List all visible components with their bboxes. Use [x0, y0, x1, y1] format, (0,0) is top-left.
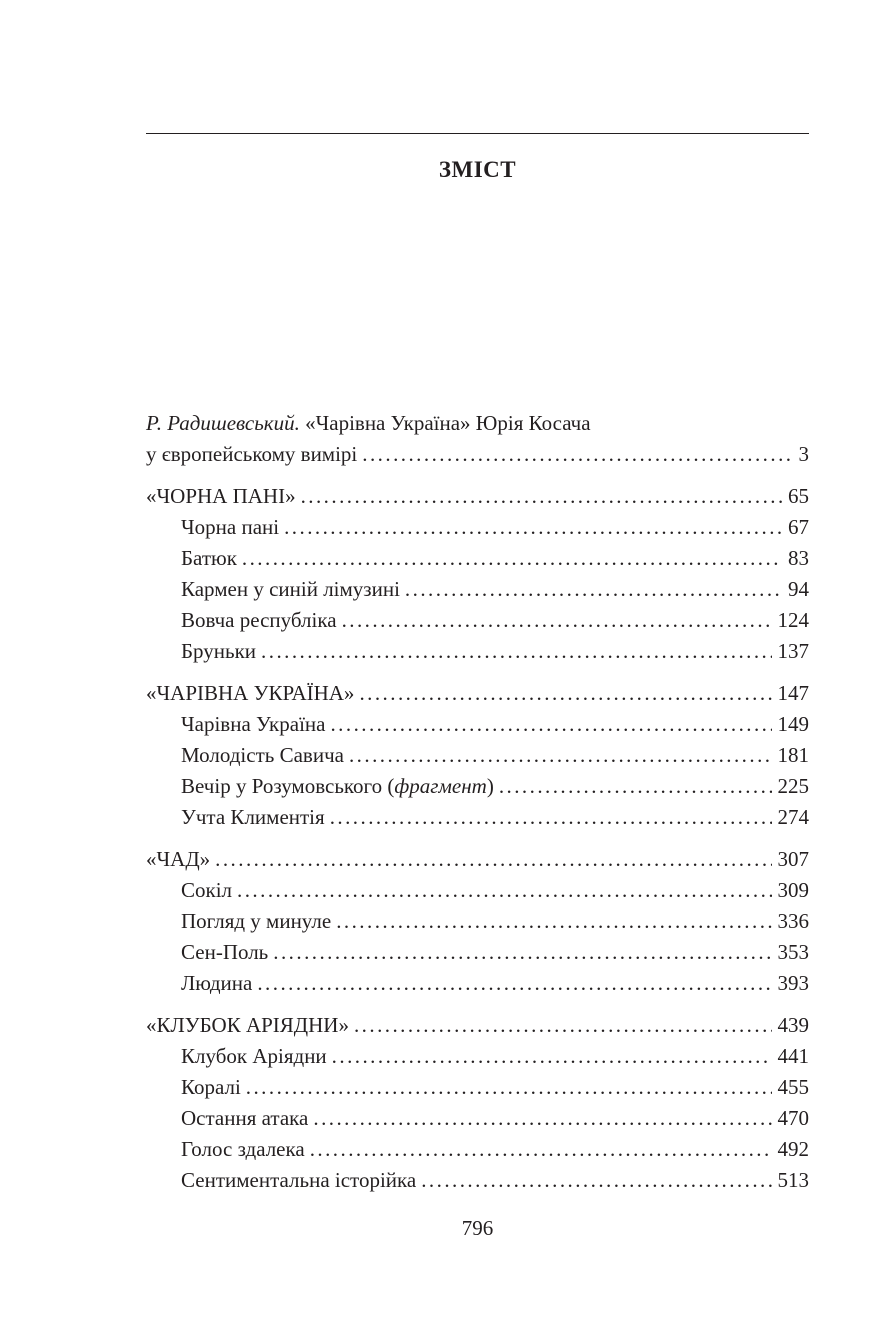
toc-entry [146, 968, 809, 999]
dot-leader [336, 906, 771, 937]
toc-entry [146, 512, 809, 543]
entry-page-number: 274 [777, 805, 809, 829]
entry-title: Клубок Аріядни [181, 1044, 327, 1068]
entry-title: Батюк [181, 546, 237, 570]
entry-title: Молодість Савича [181, 743, 344, 767]
dot-leader [330, 802, 772, 833]
entry-page-number: 513 [777, 1168, 809, 1192]
entry-page-number: 67 [788, 515, 809, 539]
header-rule [146, 133, 809, 134]
entry-title: Кармен у синій лімузині [181, 577, 400, 601]
dot-leader [332, 1041, 772, 1072]
entry-title: Сентиментальна історійка [181, 1168, 417, 1192]
entry-title-italic: фрагмент [394, 774, 487, 798]
dot-leader [362, 439, 792, 470]
entry-page-number: 470 [777, 1106, 809, 1130]
entry-page-number: 94 [788, 577, 809, 601]
section-page-number: 147 [777, 681, 809, 705]
entry-page-number: 149 [777, 712, 809, 736]
page-title: ЗМІСТ [438, 157, 517, 182]
entry-title [181, 771, 494, 802]
entry-title: Учта Климентія [181, 805, 325, 829]
section-gap [146, 833, 809, 844]
toc-entry [146, 1041, 809, 1072]
dot-leader [405, 574, 782, 605]
dot-leader [359, 678, 771, 709]
entry-page-number: 441 [777, 1044, 809, 1068]
toc-section [146, 844, 809, 875]
intro-page-number: 3 [798, 442, 809, 466]
dot-leader [242, 543, 782, 574]
page-number: 796 [461, 1216, 494, 1240]
entry-title: Людина [181, 971, 253, 995]
entry-title: Сен-Поль [181, 940, 269, 964]
intro-title-part2: у європейському вимірі [146, 442, 358, 466]
section-title: «КЛУБОК АРІЯДНИ» [146, 1013, 349, 1037]
toc-entry [146, 574, 809, 605]
toc-entry [146, 543, 809, 574]
toc-entry [146, 875, 809, 906]
dot-leader [354, 1010, 772, 1041]
toc-entry [146, 771, 809, 802]
toc-entry [146, 1165, 809, 1196]
entry-title: Погляд у минуле [181, 909, 332, 933]
entry-title: Коралі [181, 1075, 241, 1099]
dot-leader [273, 937, 771, 968]
section-page-number: 65 [788, 484, 809, 508]
toc-entry [146, 709, 809, 740]
section-gap [146, 667, 809, 678]
entry-title: Чарівна Україна [181, 712, 326, 736]
dot-leader [284, 512, 782, 543]
toc-entry [146, 1103, 809, 1134]
entry-page-number: 137 [777, 639, 809, 663]
toc-section [146, 481, 809, 512]
intro-author: Р. Радишевський. [146, 411, 300, 435]
entry-page-number: 455 [777, 1075, 809, 1099]
entry-page-number: 336 [777, 909, 809, 933]
entry-page-number: 492 [777, 1137, 809, 1161]
entry-page-number: 309 [777, 878, 809, 902]
intro-title-part1: «Чарівна Україна» Юрія Косача [299, 411, 591, 435]
toc-section [146, 678, 809, 709]
toc-intro-line2 [146, 439, 809, 470]
entry-title: Сокіл [181, 878, 233, 902]
entry-page-number: 225 [777, 774, 809, 798]
dot-leader [237, 875, 771, 906]
dot-leader [342, 605, 772, 636]
toc-entry [146, 1072, 809, 1103]
section-page-number: 307 [777, 847, 809, 871]
toc-entry [146, 605, 809, 636]
toc-section [146, 1010, 809, 1041]
table-of-contents [146, 408, 809, 1196]
entry-title: Остання атака [181, 1106, 309, 1130]
dot-leader [313, 1103, 771, 1134]
entry-page-number: 393 [777, 971, 809, 995]
entry-title: Голос здалека [181, 1137, 305, 1161]
section-page-number: 439 [777, 1013, 809, 1037]
dot-leader [246, 1072, 772, 1103]
dot-leader [499, 771, 772, 802]
dot-leader [421, 1165, 771, 1196]
toc-entry [146, 740, 809, 771]
dot-leader [301, 481, 782, 512]
toc-entry [146, 937, 809, 968]
toc-entry [146, 1134, 809, 1165]
dot-leader [310, 1134, 772, 1165]
entry-title: Вовча республіка [181, 608, 337, 632]
section-gap [146, 470, 809, 481]
toc-entry [146, 802, 809, 833]
entry-title: Бруньки [181, 639, 257, 663]
dot-leader [257, 968, 771, 999]
entry-title-text: Вечір у Розумовського ( [181, 774, 395, 798]
section-gap [146, 999, 809, 1010]
toc-entry [146, 636, 809, 667]
dot-leader [215, 844, 771, 875]
entry-page-number: 83 [788, 546, 809, 570]
entry-title-close: ) [486, 774, 494, 798]
section-title: «ЧОРНА ПАНІ» [146, 484, 296, 508]
toc-entry [146, 906, 809, 937]
section-title: «ЧАРІВНА УКРАЇНА» [146, 681, 355, 705]
entry-page-number: 353 [777, 940, 809, 964]
entry-title: Чорна пані [181, 515, 280, 539]
entry-page-number: 124 [777, 608, 809, 632]
dot-leader [349, 740, 772, 771]
toc-intro-line1 [146, 408, 809, 439]
section-title: «ЧАД» [146, 847, 211, 871]
dot-leader [330, 709, 771, 740]
entry-page-number: 181 [777, 743, 809, 767]
dot-leader [261, 636, 771, 667]
